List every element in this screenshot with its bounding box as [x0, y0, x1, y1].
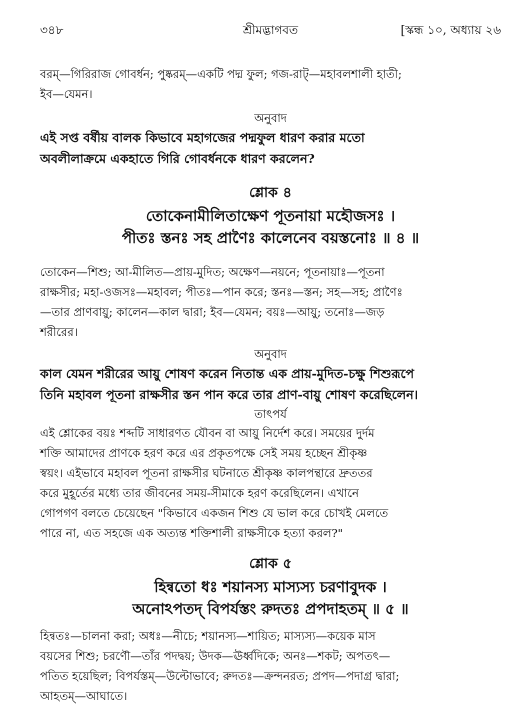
text-line: করে মুহূর্তের মধ্যে তার জীবনের সময়-সীমাকে হরণ করেছিলেন। এখানে [40, 486, 359, 500]
text-line: এই শ্লোকের বয়ঃ শব্দটি সাধারণত যৌবন বা আয়ু নির্দেশ করে। সময়ের দুর্দম [40, 426, 375, 440]
verse-line: হিন্বতো ধঃ শয়ানস্য মাস্যস্য চরণাবুদক । [154, 578, 387, 596]
text-line: আহতম্—আঘাতে। [40, 689, 128, 703]
purport [40, 423, 501, 543]
text-line: পারে না, এত সহজে এক অত্যন্ত শক্তিশালী রাক্ষসীকে হত্যা করল?" [40, 526, 343, 540]
text-line: পতিত হয়েছিল; বিপর্যস্তম্—উল্টোভাবে; রুদতঃ—ক্রন্দনরত; প্রপদ—পদাগ্র দ্বারা; [40, 669, 400, 683]
text-line: শক্তি আমাদের প্রাণকে হরণ করে এর প্রকৃতপক্ষে সেই সময় হচ্ছেন শ্রীকৃষ্ণ [40, 446, 368, 460]
translation-1 [40, 127, 501, 169]
page-number: ৩৪৮ [40, 23, 64, 37]
sloka-4-label: শ্লোক ৪ [249, 185, 292, 201]
verse-line: পীতঃ স্তনঃ সহ প্রাণৈঃ কালেনেব বয়স্তনোঃ ॥ ৪ ॥ [121, 229, 420, 247]
text-line: এই সপ্ত বর্ষীয় বালক কিভাবে মহাগজের পদ্মফুল ধারণ করার মতো [40, 130, 365, 145]
text-line: গোপগণ বলতে চেয়েছেন "কিভাবে একজন শিশু যে ভাল করে চোখই মেলতে [40, 506, 389, 520]
text-line: ইব—যেমন। [40, 87, 93, 101]
chapter-reference: [স্কন্ধ ১০, অধ্যায় ২৬ [400, 23, 501, 37]
text-line: বয়সের শিশু; চরণৌ—তাঁর পদদ্বয়; উদক—ঊর্ধ্বদিকে; অনঃ—শকট; অপতৎ— [40, 649, 391, 663]
text-line: তোকেন—শিশু; আ-মীলিত—প্রায়-মুদিত; অক্ষেণ—নয়নে; পূতনায়াঃ—পূতনা [40, 265, 385, 279]
top-synonyms [40, 64, 501, 104]
sloka-5-label: শ্লোক ৫ [249, 556, 292, 572]
text-line: শরীরের। [40, 325, 78, 339]
synonyms-5 [40, 626, 501, 706]
translation-2 [40, 363, 501, 405]
tatparya-label: তাৎপর্য [254, 407, 287, 421]
text-line: অবলীলাক্রমে একহাতে গিরি গোবর্ধনকে ধারণ করলেন? [40, 151, 315, 166]
text-line: —তার প্রাণবায়ু; কালেন—কাল দ্বারা; ইব—যেমন; বয়ঃ—আয়ু; তনোঃ—জড় [40, 305, 385, 319]
anubad-label: অনুবাদ [254, 347, 287, 361]
text-line: স্বয়ং। এইভাবে মহাবল পূতনা রাক্ষসীর ঘটনাতে শ্রীকৃষ্ণ কালপন্থারে দ্রুততর [40, 466, 373, 480]
book-title: শ্রীমদ্ভাগবত [242, 23, 298, 37]
synonyms-4 [40, 262, 501, 342]
anubad-label: অনুবাদ [254, 111, 287, 125]
text-line: তিনি মহাবল পূতনা রাক্ষসীর স্তন পান করে তার প্রাণ-বায়ু শোষণ করেছিলেন। [40, 387, 418, 402]
text-line: বরম্—গিরিরাজ গোবর্ধন; পুষ্করম্—একটি পদ্ম ফুল; গজ-রাট্—মহাবলশালী হাতী; [40, 67, 402, 81]
verse-line: অনোঽপতদ্ বিপর্যস্তং রুদতঃ প্রপদাহতম্ ॥ ৫ ॥ [132, 600, 409, 618]
text-line: হিন্বতঃ—চালনা করা; অধঃ—নীচে; শয়ানস্য—শায়িত; মাস্যস্য—কয়েক মাস [40, 629, 376, 643]
page-header [40, 22, 501, 40]
text-line: রাক্ষসীর; মহা-ওজসঃ—মহাবল; পীতঃ—পান করে; স্তনঃ—স্তন; সহ—সহ; প্রাণৈঃ [40, 285, 403, 299]
text-line: কাল যেমন শরীরের আয়ু শোষণ করেন নিতান্ত এক প্রায়-মুদিত-চক্ষু শিশুরূপে [40, 366, 415, 381]
sloka-4-verse [40, 205, 501, 249]
verse-line: তোকেনামীলিতাক্ষেণ পূতনায়া মহৌজসঃ । [145, 207, 396, 225]
sloka-5-verse [40, 576, 501, 620]
